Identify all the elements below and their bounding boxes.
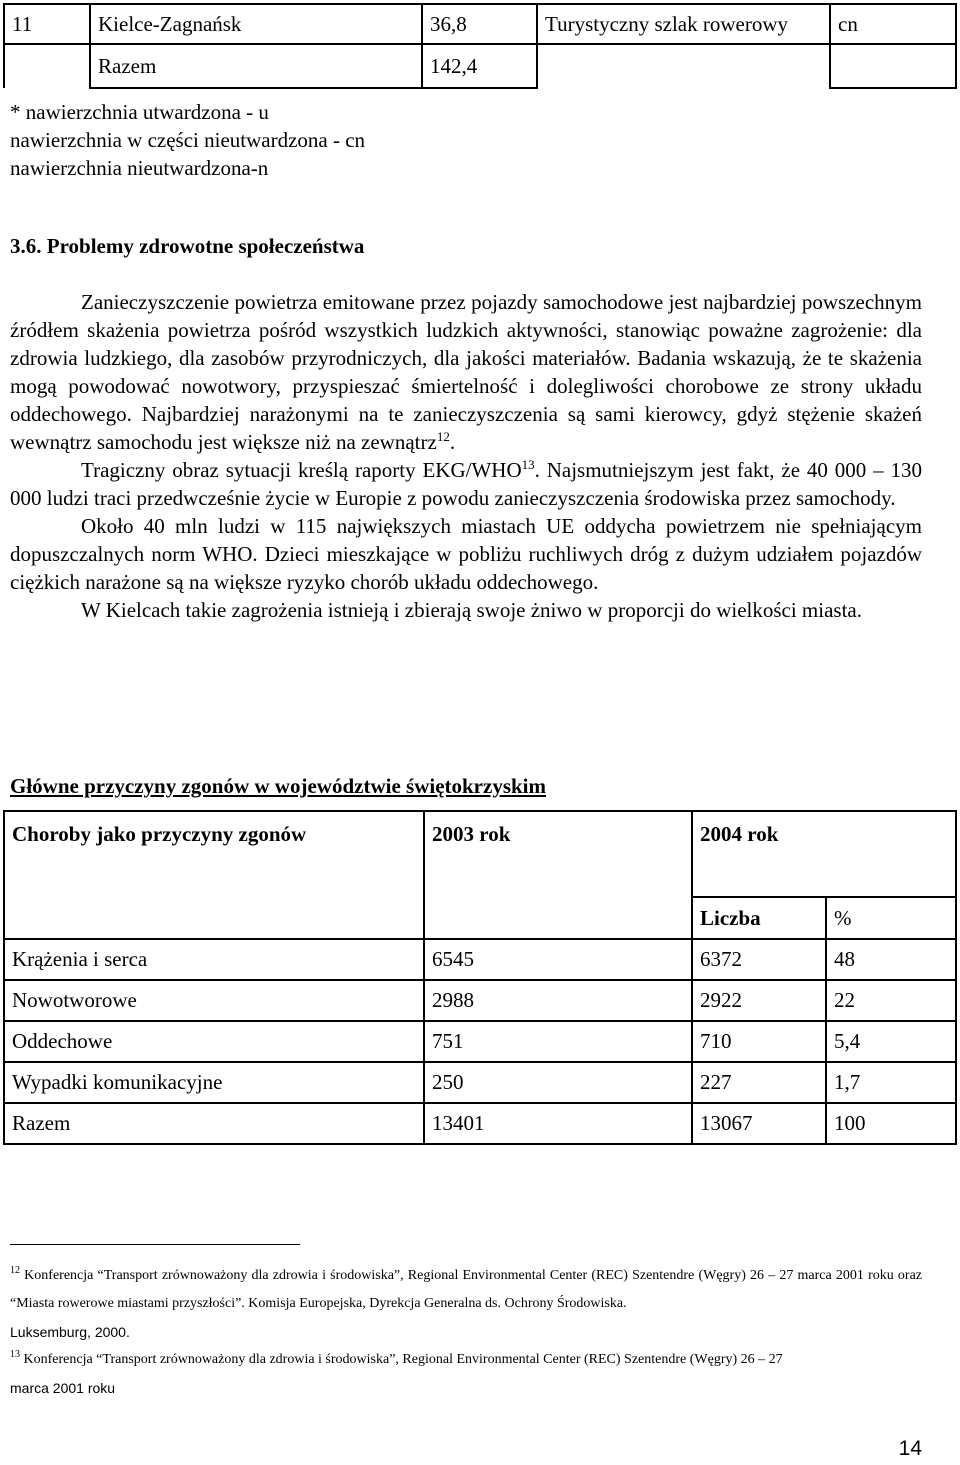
header-cause: Choroby jako przyczyny zgonów (4, 811, 424, 939)
route-name: Kielce-Zagnańsk (90, 4, 422, 44)
footnote-text: marca 2001 roku (10, 1380, 116, 1396)
footnote-ref: 12 (436, 429, 450, 444)
table-row (4, 1021, 956, 1062)
paragraph (10, 288, 922, 456)
cause-cell: Oddechowe (4, 1021, 424, 1062)
y2004-cell: 2922 (692, 980, 826, 1021)
pct-cell: 5,4 (826, 1021, 956, 1062)
header-count: Liczba (692, 897, 826, 939)
footnote-separator (10, 1244, 300, 1245)
routes-blank (537, 44, 830, 88)
header-2003: 2003 rok (424, 811, 692, 939)
section-title: Problemy zdrowotne społeczeństwa (46, 234, 365, 258)
pct-cell: 1,7 (826, 1062, 956, 1103)
paragraph-text: . (449, 430, 456, 454)
y2003-cell: 751 (424, 1021, 692, 1062)
paragraph: W Kielcach takie zagrożenia istnieją i zbierają swoje żniwo w proporcji do wielkości miasta. (81, 598, 862, 622)
route-length: 36,8 (422, 4, 537, 44)
routes-total-label: Razem (90, 44, 422, 88)
route-number: 11 (4, 4, 90, 44)
y2004-cell: 227 (692, 1062, 826, 1103)
page-number: 14 (898, 1437, 922, 1460)
section-heading (10, 234, 364, 259)
routes-empty-cell (4, 44, 90, 88)
header-2004: 2004 rok (692, 811, 956, 897)
footnote-number: 13 (10, 1349, 20, 1360)
footnote-ref: 13 (521, 457, 535, 472)
routes-total-row (4, 44, 956, 88)
pct-cell: 22 (826, 980, 956, 1021)
routes-table (3, 3, 957, 89)
deaths-table-title: Główne przyczyny zgonów w województwie świętokrzyskim (10, 774, 547, 798)
routes-blank-cell (830, 44, 956, 88)
section-number: 3.6. (10, 234, 42, 258)
route-surface: cn (830, 4, 956, 44)
y2004-cell: 13067 (692, 1103, 826, 1144)
footnote-number: 12 (10, 1265, 20, 1276)
footnote-12 (10, 1262, 922, 1346)
deaths-header-row (4, 811, 956, 897)
y2004-cell: 710 (692, 1021, 826, 1062)
y2003-cell: 6545 (424, 939, 692, 980)
cause-cell: Razem (4, 1103, 424, 1144)
paragraph-text: Tragiczny obraz sytuacji kreślą raporty EKG/WHO (81, 458, 522, 482)
legend-line: * nawierzchnia utwardzona - u (10, 100, 269, 124)
y2003-cell: 13401 (424, 1103, 692, 1144)
deaths-table (3, 810, 957, 1145)
body-text (10, 288, 922, 624)
footnote-text: Konferencja “Transport zrównoważony dla zdrowia i środowiska”, Regional Environmental Center (REC) Szentendre (Węgry) 26 – 27 (23, 1352, 783, 1367)
cause-cell: Krążenia i serca (4, 939, 424, 980)
routes-row (4, 4, 956, 44)
cause-cell: Wypadki komunikacyjne (4, 1062, 424, 1103)
header-percent: % (826, 897, 956, 939)
footnote-13 (10, 1346, 922, 1402)
y2003-cell: 250 (424, 1062, 692, 1103)
y2004-cell: 6372 (692, 939, 826, 980)
footnotes (10, 1262, 922, 1402)
table-row (4, 1103, 956, 1144)
paragraph-text: . Najsmutniejszym jest fakt, że 40 000 – 130 000 ludzi traci przedwcześnie życie w Europie z powodu zanieczyszczenia środowiska przez samochody. (10, 458, 922, 510)
paragraph: Około 40 mln ludzi w 115 największych miastach UE oddycha powietrzem nie spełniającym dopuszczalnych norm WHO. Dzieci mieszkające w pobliżu ruchliwych dróg z dużym udziałem pojazdów ciężkich narażone są na większe ryzyko chorób układu oddechowego. (10, 514, 922, 594)
route-type: Turystyczny szlak rowerowy (537, 4, 830, 44)
paragraph (10, 456, 922, 512)
y2003-cell: 2988 (424, 980, 692, 1021)
table-row (4, 980, 956, 1021)
pct-cell: 48 (826, 939, 956, 980)
legend-line: nawierzchnia w części nieutwardzona - cn (10, 128, 366, 152)
pct-cell: 100 (826, 1103, 956, 1144)
paragraph-text: Zanieczyszczenie powietrza emitowane przez pojazdy samochodowe jest najbardziej powszechnym źródłem skażenia powietrza pośród wszystkich ludzkich aktywności, stanowiąc poważne zagrożenie: dla zdrowia ludzkiego, dla zasobów przyrodniczych, dla jakości materiałów. Badania wskazują, że te skażenia mogą powodować nowotwory, przyspieszać śmiertelność i dolegliwości chorobowe ze strony układu oddechowego. Najbardziej narażonymi na te zanieczyszczenia są sami kierowcy, gdyż stężenie skażeń wewnątrz samochodu jest większe niż na zewnątrz (10, 290, 922, 454)
cause-cell: Nowotworowe (4, 980, 424, 1021)
table-row (4, 1062, 956, 1103)
footnote-text: Konferencja “Transport zrównoważony dla zdrowia i środowiska”, Regional Environmental Center (REC) Szentendre (Węgry) 26 – 27 marca 2001 roku oraz “Miasta rowerowe miastami przyszłości”. Komisja Europejska, Dyrekcja Generalna ds. Ochrony Środowiska. (10, 1268, 922, 1311)
legend-line: nawierzchnia nieutwardzona-n (10, 156, 269, 180)
footnote-text: Luksemburg, 2000. (10, 1324, 130, 1340)
routes-total-value: 142,4 (422, 44, 537, 88)
surface-legend (10, 98, 365, 182)
table-row (4, 939, 956, 980)
